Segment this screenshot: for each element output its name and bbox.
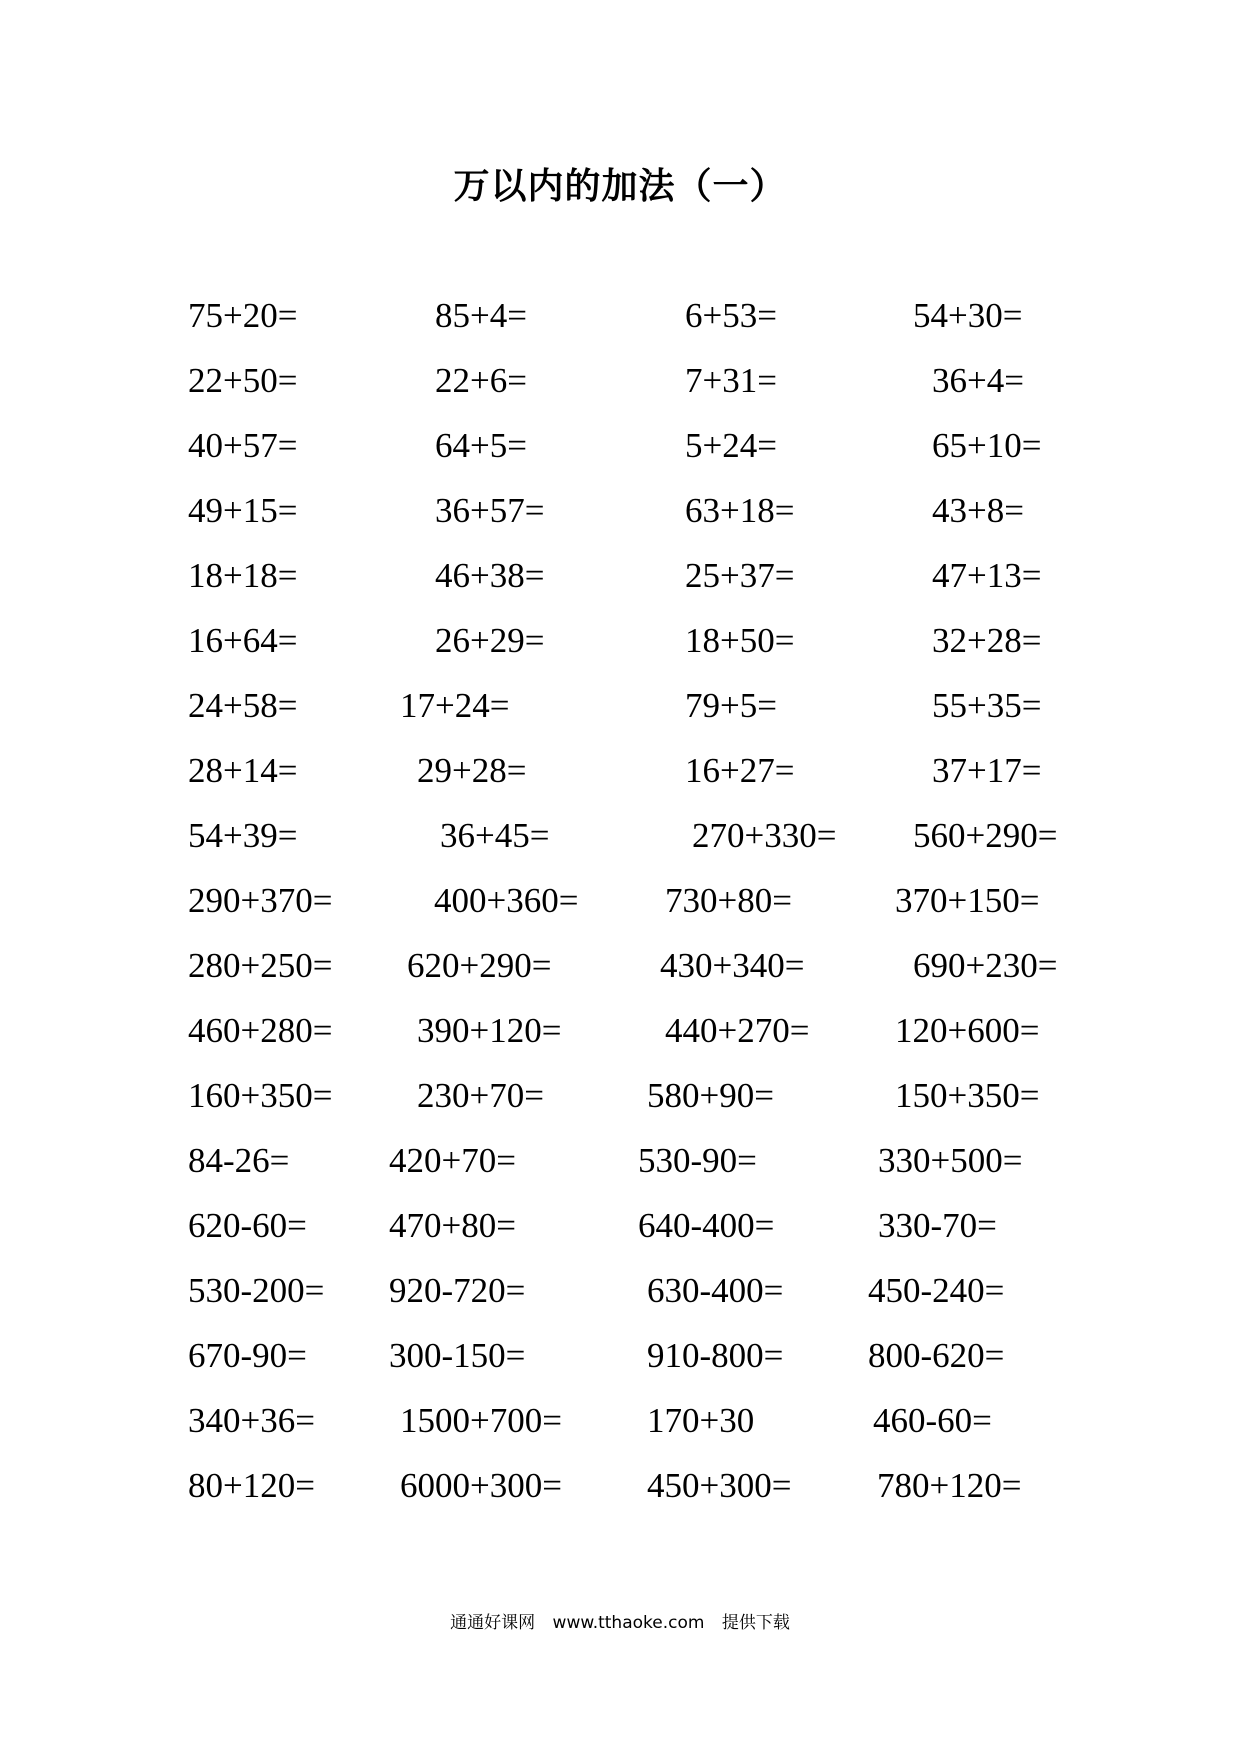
problem-item: 580+90= — [647, 1076, 774, 1115]
problem-item: 330-70= — [878, 1206, 997, 1245]
problem-item: 7+31= — [685, 361, 777, 400]
problem-item: 920-720= — [389, 1271, 526, 1310]
problem-item: 47+13= — [932, 556, 1042, 595]
problem-item: 430+340= — [660, 946, 805, 985]
problem-item: 75+20= — [188, 296, 298, 335]
problem-item: 54+39= — [188, 816, 298, 855]
problem-item: 37+17= — [932, 751, 1042, 790]
problem-item: 32+28= — [932, 621, 1042, 660]
problem-item: 22+6= — [435, 361, 527, 400]
problem-item: 290+370= — [188, 881, 333, 920]
problem-item: 49+15= — [188, 491, 298, 530]
problem-item: 1500+700= — [400, 1401, 562, 1440]
problem-item: 18+50= — [685, 621, 795, 660]
problem-item: 160+350= — [188, 1076, 333, 1115]
problem-item: 16+64= — [188, 621, 298, 660]
problem-item: 630-400= — [647, 1271, 784, 1310]
problem-item: 36+4= — [932, 361, 1024, 400]
problem-item: 18+18= — [188, 556, 298, 595]
problem-item: 440+270= — [665, 1011, 810, 1050]
problem-item: 84-26= — [188, 1141, 290, 1180]
problem-item: 280+250= — [188, 946, 333, 985]
problem-item: 330+500= — [878, 1141, 1023, 1180]
problem-item: 24+58= — [188, 686, 298, 725]
problem-item: 120+600= — [895, 1011, 1040, 1050]
problem-item: 420+70= — [389, 1141, 516, 1180]
problem-item: 65+10= — [932, 426, 1042, 465]
problem-item: 150+350= — [895, 1076, 1040, 1115]
footer-url[interactable]: www.tthaoke.com — [552, 1613, 705, 1633]
problem-item: 620-60= — [188, 1206, 307, 1245]
problem-item: 780+120= — [877, 1466, 1022, 1505]
problem-item: 460-60= — [873, 1401, 992, 1440]
problem-item: 40+57= — [188, 426, 298, 465]
footer-note: 提供下载 — [721, 1613, 790, 1633]
problem-item: 170+30 — [647, 1401, 755, 1440]
problem-item: 25+37= — [685, 556, 795, 595]
problem-item: 690+230= — [913, 946, 1058, 985]
problem-item: 400+360= — [434, 881, 579, 920]
footer — [0, 1608, 1240, 1633]
problem-item: 340+36= — [188, 1401, 315, 1440]
page-title: 万以内的加法（一） — [453, 166, 787, 207]
problem-item: 17+24= — [400, 686, 510, 725]
problem-item: 55+35= — [932, 686, 1042, 725]
problem-item: 22+50= — [188, 361, 298, 400]
problem-item: 730+80= — [665, 881, 792, 920]
problem-item: 6+53= — [685, 296, 777, 335]
problem-item: 370+150= — [895, 881, 1040, 920]
footer-site-name: 通通好课网 — [450, 1613, 536, 1633]
problem-item: 640-400= — [638, 1206, 775, 1245]
problem-item: 85+4= — [435, 296, 527, 335]
problem-item: 28+14= — [188, 751, 298, 790]
problem-item: 390+120= — [417, 1011, 562, 1050]
problem-item: 16+27= — [685, 751, 795, 790]
problem-item: 80+120= — [188, 1466, 315, 1505]
problem-item: 36+57= — [435, 491, 545, 530]
problem-item: 530-200= — [188, 1271, 325, 1310]
problem-item: 300-150= — [389, 1336, 526, 1375]
problem-item: 46+38= — [435, 556, 545, 595]
problem-item: 670-90= — [188, 1336, 307, 1375]
problem-item: 470+80= — [389, 1206, 516, 1245]
problem-item: 620+290= — [407, 946, 552, 985]
problem-item: 450-240= — [868, 1271, 1005, 1310]
problem-item: 79+5= — [685, 686, 777, 725]
problem-item: 43+8= — [932, 491, 1024, 530]
problem-item: 64+5= — [435, 426, 527, 465]
problem-item: 460+280= — [188, 1011, 333, 1050]
problem-item: 270+330= — [692, 816, 837, 855]
problem-item: 63+18= — [685, 491, 795, 530]
problem-item: 450+300= — [647, 1466, 792, 1505]
problem-item: 29+28= — [417, 751, 527, 790]
problem-item: 5+24= — [685, 426, 777, 465]
problem-item: 6000+300= — [400, 1466, 562, 1505]
problem-item: 36+45= — [440, 816, 550, 855]
problem-item: 910-800= — [647, 1336, 784, 1375]
problem-item: 54+30= — [913, 296, 1023, 335]
problem-item: 26+29= — [435, 621, 545, 660]
problem-item: 800-620= — [868, 1336, 1005, 1375]
problem-item: 560+290= — [913, 816, 1058, 855]
problem-item: 230+70= — [417, 1076, 544, 1115]
problem-item: 530-90= — [638, 1141, 757, 1180]
